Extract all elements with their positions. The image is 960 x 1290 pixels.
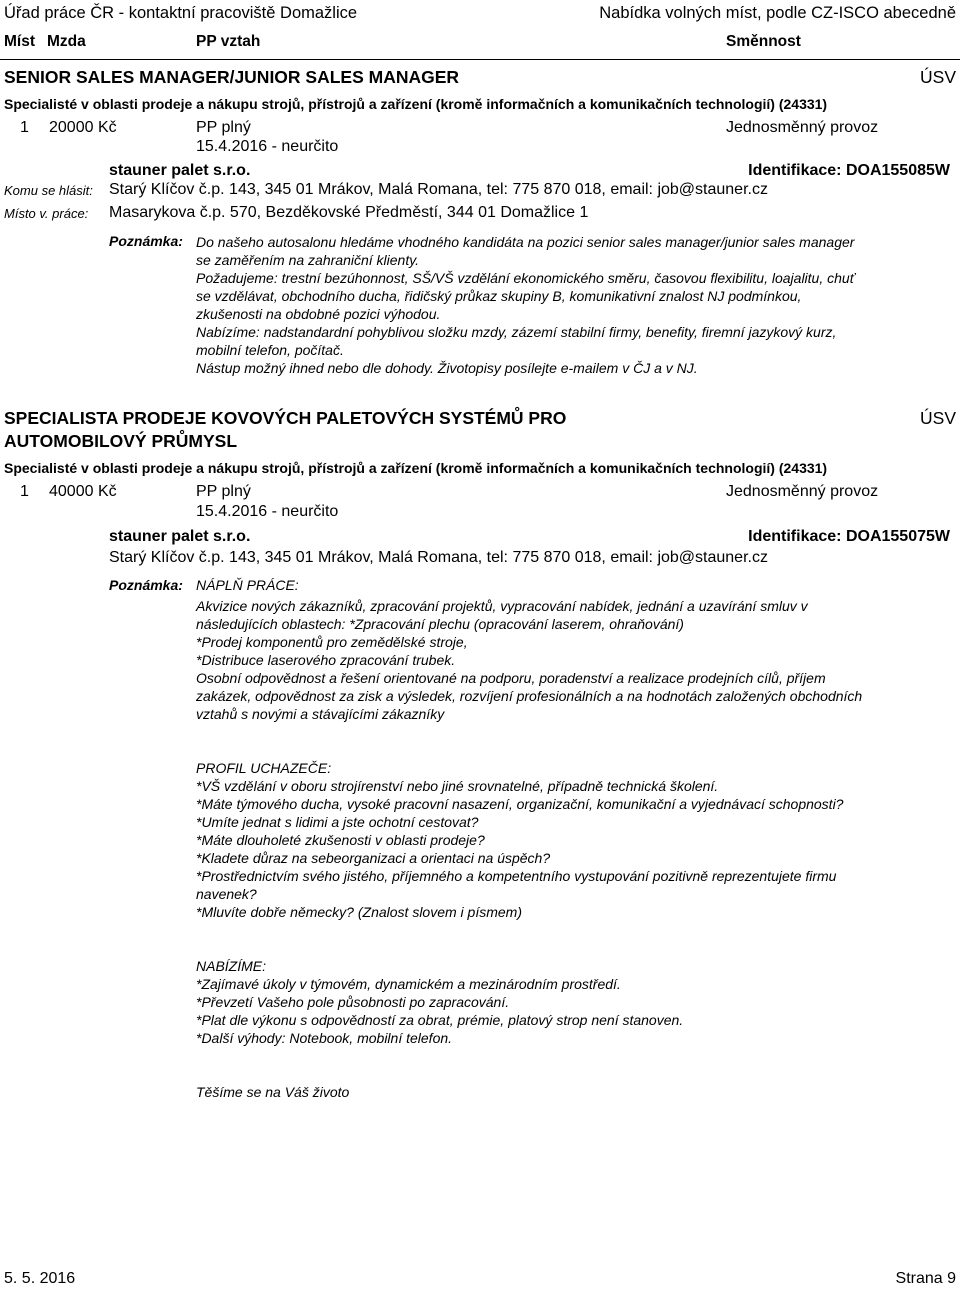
job-title-line-2: AUTOMOBILOVÝ PRŮMYSL bbox=[4, 431, 238, 451]
job-note bbox=[196, 233, 855, 377]
usv-label: ÚSV bbox=[920, 67, 956, 87]
column-header-mzda: Mzda bbox=[47, 33, 86, 50]
position-count: 1 bbox=[20, 483, 29, 500]
employment-type: PP plný bbox=[196, 483, 251, 500]
contact-info: Starý Klíčov č.p. 143, 345 01 Mrákov, Malá Romana, tel: 775 870 018, email: job@stauner.cz bbox=[109, 181, 768, 198]
contact-info: Starý Klíčov č.p. 143, 345 01 Mrákov, Malá Romana, tel: 775 870 018, email: job@stauner.cz bbox=[109, 549, 768, 566]
note-line: Osobní odpovědnost a řešení orientované na podporu, poradenství a realizace prodejních cílů, příjem bbox=[196, 670, 826, 686]
note-line: mobilní telefon, počítač. bbox=[196, 342, 344, 358]
employment-type: PP plný bbox=[196, 119, 251, 136]
note-line: Akvizice nových zákazníků, zpracování projektů, vypracování nabídek, jednání a uzavírání smluv v bbox=[196, 598, 808, 614]
note-line: *Převzetí Vašeho pole působnosti po zapracování. bbox=[196, 994, 510, 1010]
note-line: *Zajímavé úkoly v týmovém, dynamickém a mezinárodním prostředí. bbox=[196, 976, 621, 992]
column-header-mist: Míst bbox=[4, 33, 35, 50]
note-line bbox=[196, 723, 862, 741]
job-note bbox=[196, 597, 862, 1101]
note-line: NABÍZÍME: bbox=[196, 958, 267, 974]
note-line: se vzdělávat, obchodního ducha, řidičský průkaz skupiny B, komunikativní znalost NJ podmínkou, bbox=[196, 288, 802, 304]
job-category: Specialisté v oblasti prodeje a nákupu strojů, přístrojů a zařízení (kromě informačních a komunikačních technologií) (24331) bbox=[4, 96, 828, 112]
document-header-office: Úřad práce ČR - kontaktní pracoviště Domažlice bbox=[4, 4, 358, 22]
note-line: Do našeho autosalonu hledáme vhodného kandidáta na pozici senior sales manager/junior sales manager bbox=[196, 234, 855, 250]
position-count: 1 bbox=[20, 119, 29, 136]
note-line: *Plat dle výkonu s odpovědností za obrat, prémie, platový strop není stanoven. bbox=[196, 1012, 684, 1028]
company-name: stauner palet s.r.o. bbox=[109, 528, 251, 545]
note-line: *Distribuce laserového zpracování trubek. bbox=[196, 652, 456, 668]
company-name: stauner palet s.r.o. bbox=[109, 162, 251, 179]
job-identifier: Identifikace: DOA155075W bbox=[748, 528, 950, 545]
note-line: *Kladete důraz na sebeorganizaci a orientaci na úspěch? bbox=[196, 850, 551, 866]
document-header-listing: Nabídka volných míst, podle CZ-ISCO abecedně bbox=[599, 4, 956, 22]
usv-label: ÚSV bbox=[920, 408, 956, 428]
note-line: *Prodej komponentů pro zemědělské stroje, bbox=[196, 634, 468, 650]
note-line: navenek? bbox=[196, 886, 257, 902]
note-line: *Umíte jednat s lidimi a jste ochotní cestovat? bbox=[196, 814, 479, 830]
workplace-label: Místo v. práce: bbox=[4, 206, 89, 221]
note-line: se zaměřením na zahraniční klienty. bbox=[196, 252, 420, 268]
employment-period: 15.4.2016 - neurčito bbox=[196, 503, 339, 520]
note-line: *Mluvíte dobře německy? (Znalost slovem i písmem) bbox=[196, 904, 522, 920]
page-number: Strana 9 bbox=[895, 1270, 956, 1287]
job-identifier: Identifikace: DOA155085W bbox=[748, 162, 950, 179]
job-category: Specialisté v oblasti prodeje a nákupu strojů, přístrojů a zařízení (kromě informačních a komunikačních technologií) (24331) bbox=[4, 460, 828, 476]
workplace-address: Masarykova č.p. 570, Bezděkovské Předměstí, 344 01 Domažlice 1 bbox=[109, 204, 589, 221]
note-line: *Další výhody: Notebook, mobilní telefon. bbox=[196, 1030, 453, 1046]
job-title-line-1: SPECIALISTA PRODEJE KOVOVÝCH PALETOVÝCH SYSTÉMŮ PRO bbox=[4, 408, 567, 428]
note-line: *VŠ vzdělání v oboru strojírenství nebo jiné srovnatelné, případně technická školení. bbox=[196, 778, 719, 794]
note-section-heading: NÁPLŇ PRÁCE: bbox=[196, 577, 299, 593]
note-label: Poznámka: bbox=[109, 577, 183, 593]
column-header-pp-vztah: PP vztah bbox=[196, 33, 261, 50]
note-line: PROFIL UCHAZEČE: bbox=[196, 760, 332, 776]
note-line: Nabízíme: nadstandardní pohyblivou složku mzdy, zázemí stabilní firmy, benefity, firemní jazykový kurz, bbox=[196, 324, 837, 340]
job-title: SENIOR SALES MANAGER/JUNIOR SALES MANAGER bbox=[4, 67, 460, 87]
column-header-smennost: Směnnost bbox=[726, 33, 801, 50]
note-line: Těšíme se na Váš životo bbox=[196, 1084, 350, 1100]
note-line: Požadujeme: trestní bezúhonnost, SŠ/VŠ vzdělání ekonomického směru, časovou flexibilitu, loajalitu, chuť bbox=[196, 270, 855, 286]
note-line: následujících oblastech: *Zpracování plechu (opracování laserem, ohraňování) bbox=[196, 616, 684, 632]
note-line: *Máte týmového ducha, vysoké pracovní nasazení, organizační, komunikační a vyjednávací schopnosti? bbox=[196, 796, 844, 812]
wage: 20000 Kč bbox=[49, 119, 117, 136]
note-line bbox=[196, 1065, 862, 1083]
note-line: zkušenosti na obdobné pozici výhodou. bbox=[196, 306, 441, 322]
note-line bbox=[196, 1047, 862, 1065]
note-line bbox=[196, 741, 862, 759]
employment-period: 15.4.2016 - neurčito bbox=[196, 138, 339, 155]
shift-type: Jednosměnný provoz bbox=[726, 483, 879, 500]
footer-date: 5. 5. 2016 bbox=[4, 1270, 76, 1287]
note-line: *Máte dlouholeté zkušenosti v oblasti prodeje? bbox=[196, 832, 485, 848]
note-line: zakázek, odpovědnost za zisk a výsledek, rozvíjení profesionálních a na hodnotách založených obchodních bbox=[196, 688, 863, 704]
note-line: *Prostřednictvím svého jistého, příjemného a kompetentního vystupování pozitivně reprezentujete firmu bbox=[196, 868, 837, 884]
note-label: Poznámka: bbox=[109, 233, 183, 249]
note-line bbox=[196, 921, 862, 939]
shift-type: Jednosměnný provoz bbox=[726, 119, 879, 136]
note-line bbox=[196, 939, 862, 957]
note-line: Nástup možný ihned nebo dle dohody. Životopisy posílejte e-mailem v ČJ a v NJ. bbox=[196, 360, 698, 376]
wage: 40000 Kč bbox=[49, 483, 117, 500]
note-line: vztahů s novými a stávajícími zákazníky bbox=[196, 706, 445, 722]
contact-label: Komu se hlásit: bbox=[4, 183, 93, 198]
header-divider bbox=[0, 59, 960, 60]
